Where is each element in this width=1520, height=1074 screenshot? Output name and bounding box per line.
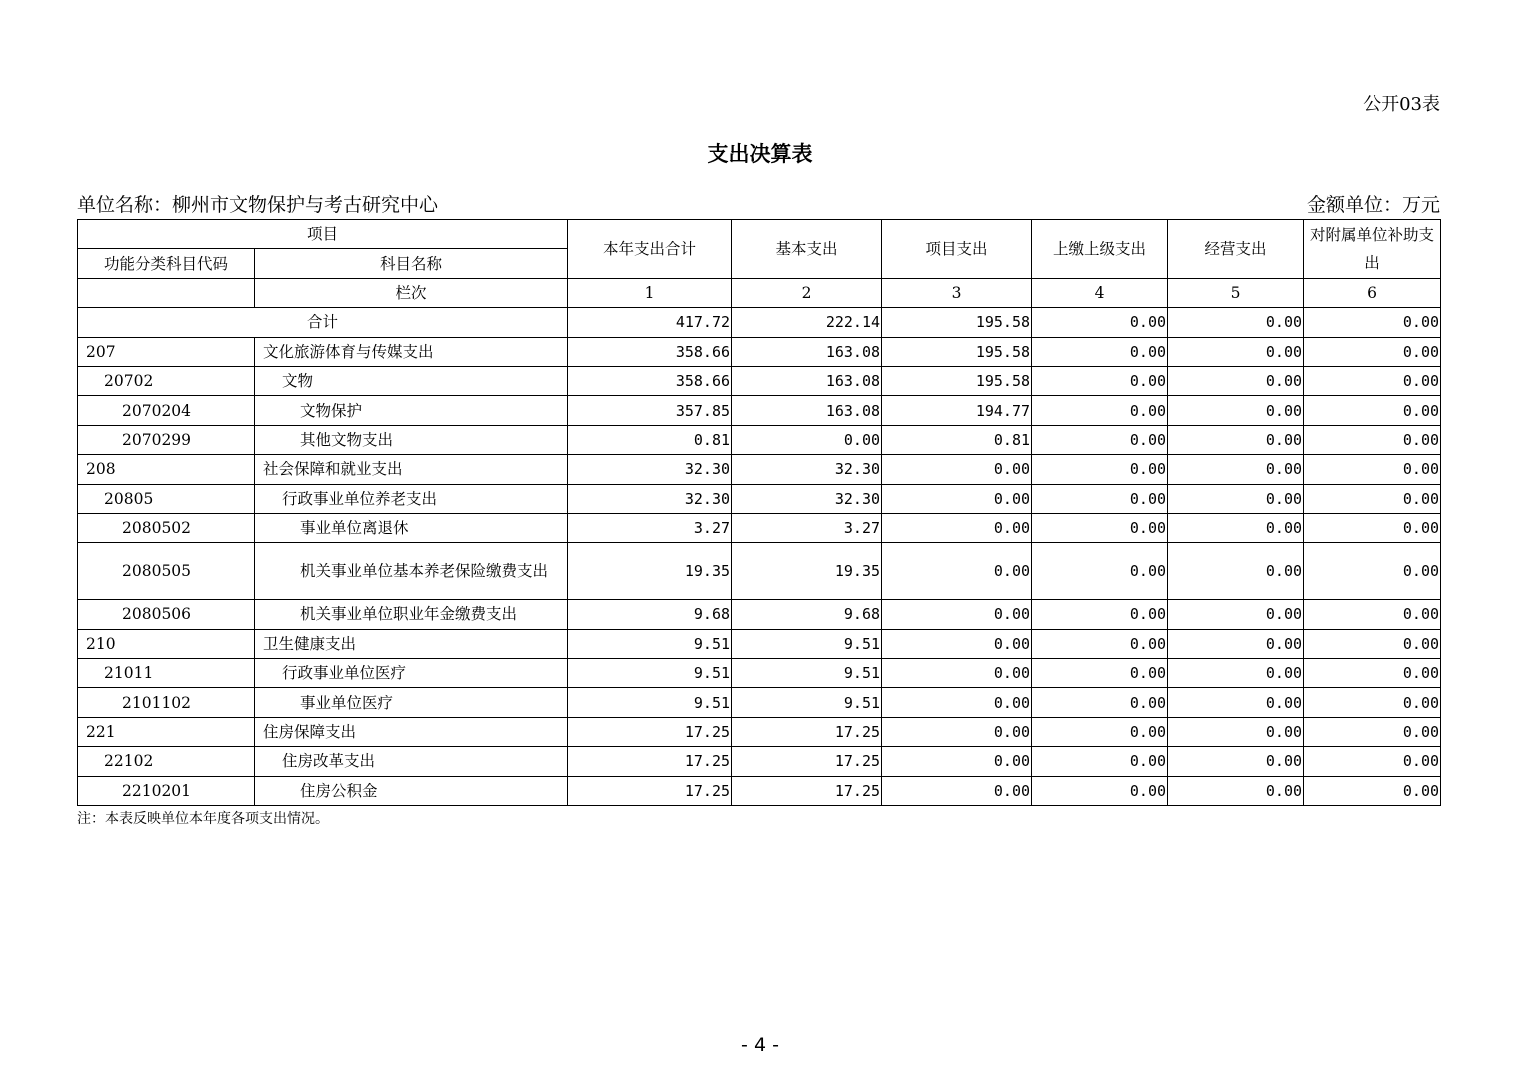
row-value: 0.00 bbox=[1168, 659, 1304, 688]
row-subject-name: 住房公积金 bbox=[255, 776, 568, 805]
row-code: 2080506 bbox=[78, 600, 255, 629]
table-row bbox=[78, 366, 1441, 395]
row-value: 0.00 bbox=[1168, 543, 1304, 600]
col-num: 5 bbox=[1168, 278, 1304, 307]
row-value: 32.30 bbox=[568, 484, 732, 513]
row-value: 9.51 bbox=[568, 629, 732, 658]
row-value: 0.00 bbox=[1032, 659, 1168, 688]
row-subject-name: 社会保障和就业支出 bbox=[255, 455, 568, 484]
header-total: 本年支出合计 bbox=[568, 220, 732, 279]
header-project-expenditure: 项目支出 bbox=[882, 220, 1032, 279]
row-value: 0.00 bbox=[882, 484, 1032, 513]
row-value: 17.25 bbox=[732, 776, 882, 805]
table-row bbox=[78, 629, 1441, 658]
row-code: 221 bbox=[78, 717, 255, 746]
total-value: 222.14 bbox=[732, 308, 882, 337]
row-value: 0.00 bbox=[732, 425, 882, 454]
row-value: 3.27 bbox=[568, 513, 732, 542]
row-value: 9.51 bbox=[732, 659, 882, 688]
row-subject-name: 住房改革支出 bbox=[255, 747, 568, 776]
table-row bbox=[78, 513, 1441, 542]
row-value: 0.00 bbox=[1168, 717, 1304, 746]
row-value: 0.00 bbox=[1032, 688, 1168, 717]
table-row bbox=[78, 543, 1441, 600]
row-subject-name: 文化旅游体育与传媒支出 bbox=[255, 337, 568, 366]
row-subject-name: 行政事业单位养老支出 bbox=[255, 484, 568, 513]
row-value: 0.00 bbox=[1032, 717, 1168, 746]
row-value: 0.00 bbox=[1168, 776, 1304, 805]
page-number: - 4 - bbox=[741, 1034, 779, 1056]
row-value: 0.00 bbox=[1032, 366, 1168, 395]
row-value: 3.27 bbox=[732, 513, 882, 542]
header-func-code: 功能分类科目代码 bbox=[78, 249, 255, 278]
header-blank-cell bbox=[78, 278, 255, 307]
row-value: 0.00 bbox=[1304, 543, 1441, 600]
unit-name: 单位名称：柳州市文物保护与考古研究中心 bbox=[77, 194, 439, 216]
row-value: 0.00 bbox=[1032, 425, 1168, 454]
row-code: 2070204 bbox=[78, 396, 255, 425]
table-row bbox=[78, 688, 1441, 717]
row-value: 0.00 bbox=[882, 513, 1032, 542]
row-value: 0.00 bbox=[1304, 366, 1441, 395]
row-code: 2210201 bbox=[78, 776, 255, 805]
row-value: 9.51 bbox=[732, 629, 882, 658]
row-value: 0.00 bbox=[1168, 337, 1304, 366]
row-value: 0.00 bbox=[1304, 396, 1441, 425]
row-value: 9.51 bbox=[568, 659, 732, 688]
row-value: 358.66 bbox=[568, 337, 732, 366]
row-value: 0.00 bbox=[1168, 366, 1304, 395]
col-num: 6 bbox=[1304, 278, 1441, 307]
row-subject-name: 事业单位医疗 bbox=[255, 688, 568, 717]
page-title: 支出决算表 bbox=[707, 142, 813, 166]
table-row bbox=[78, 747, 1441, 776]
table-row bbox=[78, 337, 1441, 366]
row-value: 0.81 bbox=[568, 425, 732, 454]
table-row bbox=[78, 776, 1441, 805]
row-value: 19.35 bbox=[568, 543, 732, 600]
header-column-label: 栏次 bbox=[255, 278, 568, 307]
row-value: 195.58 bbox=[882, 337, 1032, 366]
header-basic: 基本支出 bbox=[732, 220, 882, 279]
table-row bbox=[78, 455, 1441, 484]
row-value: 0.00 bbox=[882, 543, 1032, 600]
row-code: 20702 bbox=[78, 366, 255, 395]
row-value: 357.85 bbox=[568, 396, 732, 425]
row-subject-name: 卫生健康支出 bbox=[255, 629, 568, 658]
row-value: 0.00 bbox=[882, 747, 1032, 776]
row-code: 208 bbox=[78, 455, 255, 484]
row-value: 0.00 bbox=[882, 629, 1032, 658]
row-value: 0.00 bbox=[1032, 396, 1168, 425]
row-value: 0.00 bbox=[882, 455, 1032, 484]
header-upper: 上缴上级支出 bbox=[1032, 220, 1168, 279]
row-value: 17.25 bbox=[568, 717, 732, 746]
row-value: 0.00 bbox=[1032, 337, 1168, 366]
header-subject-name: 科目名称 bbox=[255, 249, 568, 278]
header-project: 项目 bbox=[78, 220, 568, 249]
row-value: 163.08 bbox=[732, 396, 882, 425]
row-subject-name: 文物保护 bbox=[255, 396, 568, 425]
row-code: 207 bbox=[78, 337, 255, 366]
row-value: 0.00 bbox=[882, 600, 1032, 629]
table-row bbox=[78, 600, 1441, 629]
row-value: 195.58 bbox=[882, 366, 1032, 395]
row-value: 9.51 bbox=[732, 688, 882, 717]
row-value: 0.00 bbox=[1168, 513, 1304, 542]
row-value: 0.00 bbox=[1168, 629, 1304, 658]
row-value: 0.00 bbox=[1032, 776, 1168, 805]
row-value: 358.66 bbox=[568, 366, 732, 395]
row-code: 2080505 bbox=[78, 543, 255, 600]
row-value: 9.51 bbox=[568, 688, 732, 717]
row-value: 0.81 bbox=[882, 425, 1032, 454]
row-value: 0.00 bbox=[1304, 776, 1441, 805]
row-value: 0.00 bbox=[1168, 425, 1304, 454]
row-subject-name: 事业单位离退休 bbox=[255, 513, 568, 542]
col-num: 1 bbox=[568, 278, 732, 307]
row-value: 0.00 bbox=[1304, 747, 1441, 776]
row-value: 0.00 bbox=[1304, 688, 1441, 717]
total-value: 195.58 bbox=[882, 308, 1032, 337]
row-value: 0.00 bbox=[882, 776, 1032, 805]
total-value: 0.00 bbox=[1168, 308, 1304, 337]
row-value: 163.08 bbox=[732, 337, 882, 366]
row-value: 0.00 bbox=[1304, 659, 1441, 688]
table-row bbox=[78, 396, 1441, 425]
row-value: 0.00 bbox=[1032, 484, 1168, 513]
row-code: 22102 bbox=[78, 747, 255, 776]
table-row bbox=[78, 425, 1441, 454]
row-value: 0.00 bbox=[1168, 688, 1304, 717]
row-value: 194.77 bbox=[882, 396, 1032, 425]
row-value: 0.00 bbox=[1304, 600, 1441, 629]
row-value: 32.30 bbox=[568, 455, 732, 484]
row-subject-name: 行政事业单位医疗 bbox=[255, 659, 568, 688]
col-num: 2 bbox=[732, 278, 882, 307]
row-value: 0.00 bbox=[1032, 455, 1168, 484]
total-value: 0.00 bbox=[1304, 308, 1441, 337]
row-subject-name: 文物 bbox=[255, 366, 568, 395]
col-num: 3 bbox=[882, 278, 1032, 307]
row-value: 0.00 bbox=[882, 717, 1032, 746]
row-subject-name: 机关事业单位基本养老保险缴费支出 bbox=[255, 543, 568, 600]
row-value: 17.25 bbox=[732, 717, 882, 746]
row-subject-name: 住房保障支出 bbox=[255, 717, 568, 746]
row-value: 9.68 bbox=[732, 600, 882, 629]
row-value: 0.00 bbox=[882, 688, 1032, 717]
row-value: 17.25 bbox=[568, 776, 732, 805]
table-row bbox=[78, 717, 1441, 746]
total-row bbox=[78, 308, 1441, 337]
row-value: 0.00 bbox=[1304, 629, 1441, 658]
row-value: 32.30 bbox=[732, 455, 882, 484]
row-value: 0.00 bbox=[1168, 455, 1304, 484]
row-value: 17.25 bbox=[732, 747, 882, 776]
row-value: 163.08 bbox=[732, 366, 882, 395]
row-value: 0.00 bbox=[1304, 425, 1441, 454]
row-value: 0.00 bbox=[1304, 484, 1441, 513]
table-row bbox=[78, 659, 1441, 688]
table-row bbox=[78, 484, 1441, 513]
total-label: 合计 bbox=[78, 308, 568, 337]
total-value: 417.72 bbox=[568, 308, 732, 337]
row-code: 2080502 bbox=[78, 513, 255, 542]
row-value: 0.00 bbox=[1304, 717, 1441, 746]
row-code: 20805 bbox=[78, 484, 255, 513]
row-value: 17.25 bbox=[568, 747, 732, 776]
row-code: 21011 bbox=[78, 659, 255, 688]
row-value: 32.30 bbox=[732, 484, 882, 513]
row-code: 2101102 bbox=[78, 688, 255, 717]
row-code: 2070299 bbox=[78, 425, 255, 454]
row-value: 9.68 bbox=[568, 600, 732, 629]
row-value: 0.00 bbox=[1168, 747, 1304, 776]
amount-unit: 金额单位：万元 bbox=[1306, 194, 1440, 216]
col-num: 4 bbox=[1032, 278, 1168, 307]
row-value: 0.00 bbox=[1032, 600, 1168, 629]
row-value: 19.35 bbox=[732, 543, 882, 600]
row-code: 210 bbox=[78, 629, 255, 658]
expenditure-table bbox=[77, 219, 1441, 806]
row-value: 0.00 bbox=[1304, 455, 1441, 484]
row-value: 0.00 bbox=[1168, 600, 1304, 629]
form-id: 公开03表 bbox=[1363, 94, 1440, 115]
row-subject-name: 其他文物支出 bbox=[255, 425, 568, 454]
row-subject-name: 机关事业单位职业年金缴费支出 bbox=[255, 600, 568, 629]
row-value: 0.00 bbox=[1168, 396, 1304, 425]
header-subsidy: 对附属单位补助支出 bbox=[1304, 220, 1441, 279]
row-value: 0.00 bbox=[1168, 484, 1304, 513]
row-value: 0.00 bbox=[1032, 747, 1168, 776]
header-business: 经营支出 bbox=[1168, 220, 1304, 279]
total-value: 0.00 bbox=[1032, 308, 1168, 337]
row-value: 0.00 bbox=[1304, 513, 1441, 542]
table-note: 注：本表反映单位本年度各项支出情况。 bbox=[77, 811, 329, 827]
row-value: 0.00 bbox=[1032, 543, 1168, 600]
row-value: 0.00 bbox=[882, 659, 1032, 688]
row-value: 0.00 bbox=[1032, 513, 1168, 542]
row-value: 0.00 bbox=[1032, 629, 1168, 658]
row-value: 0.00 bbox=[1304, 337, 1441, 366]
